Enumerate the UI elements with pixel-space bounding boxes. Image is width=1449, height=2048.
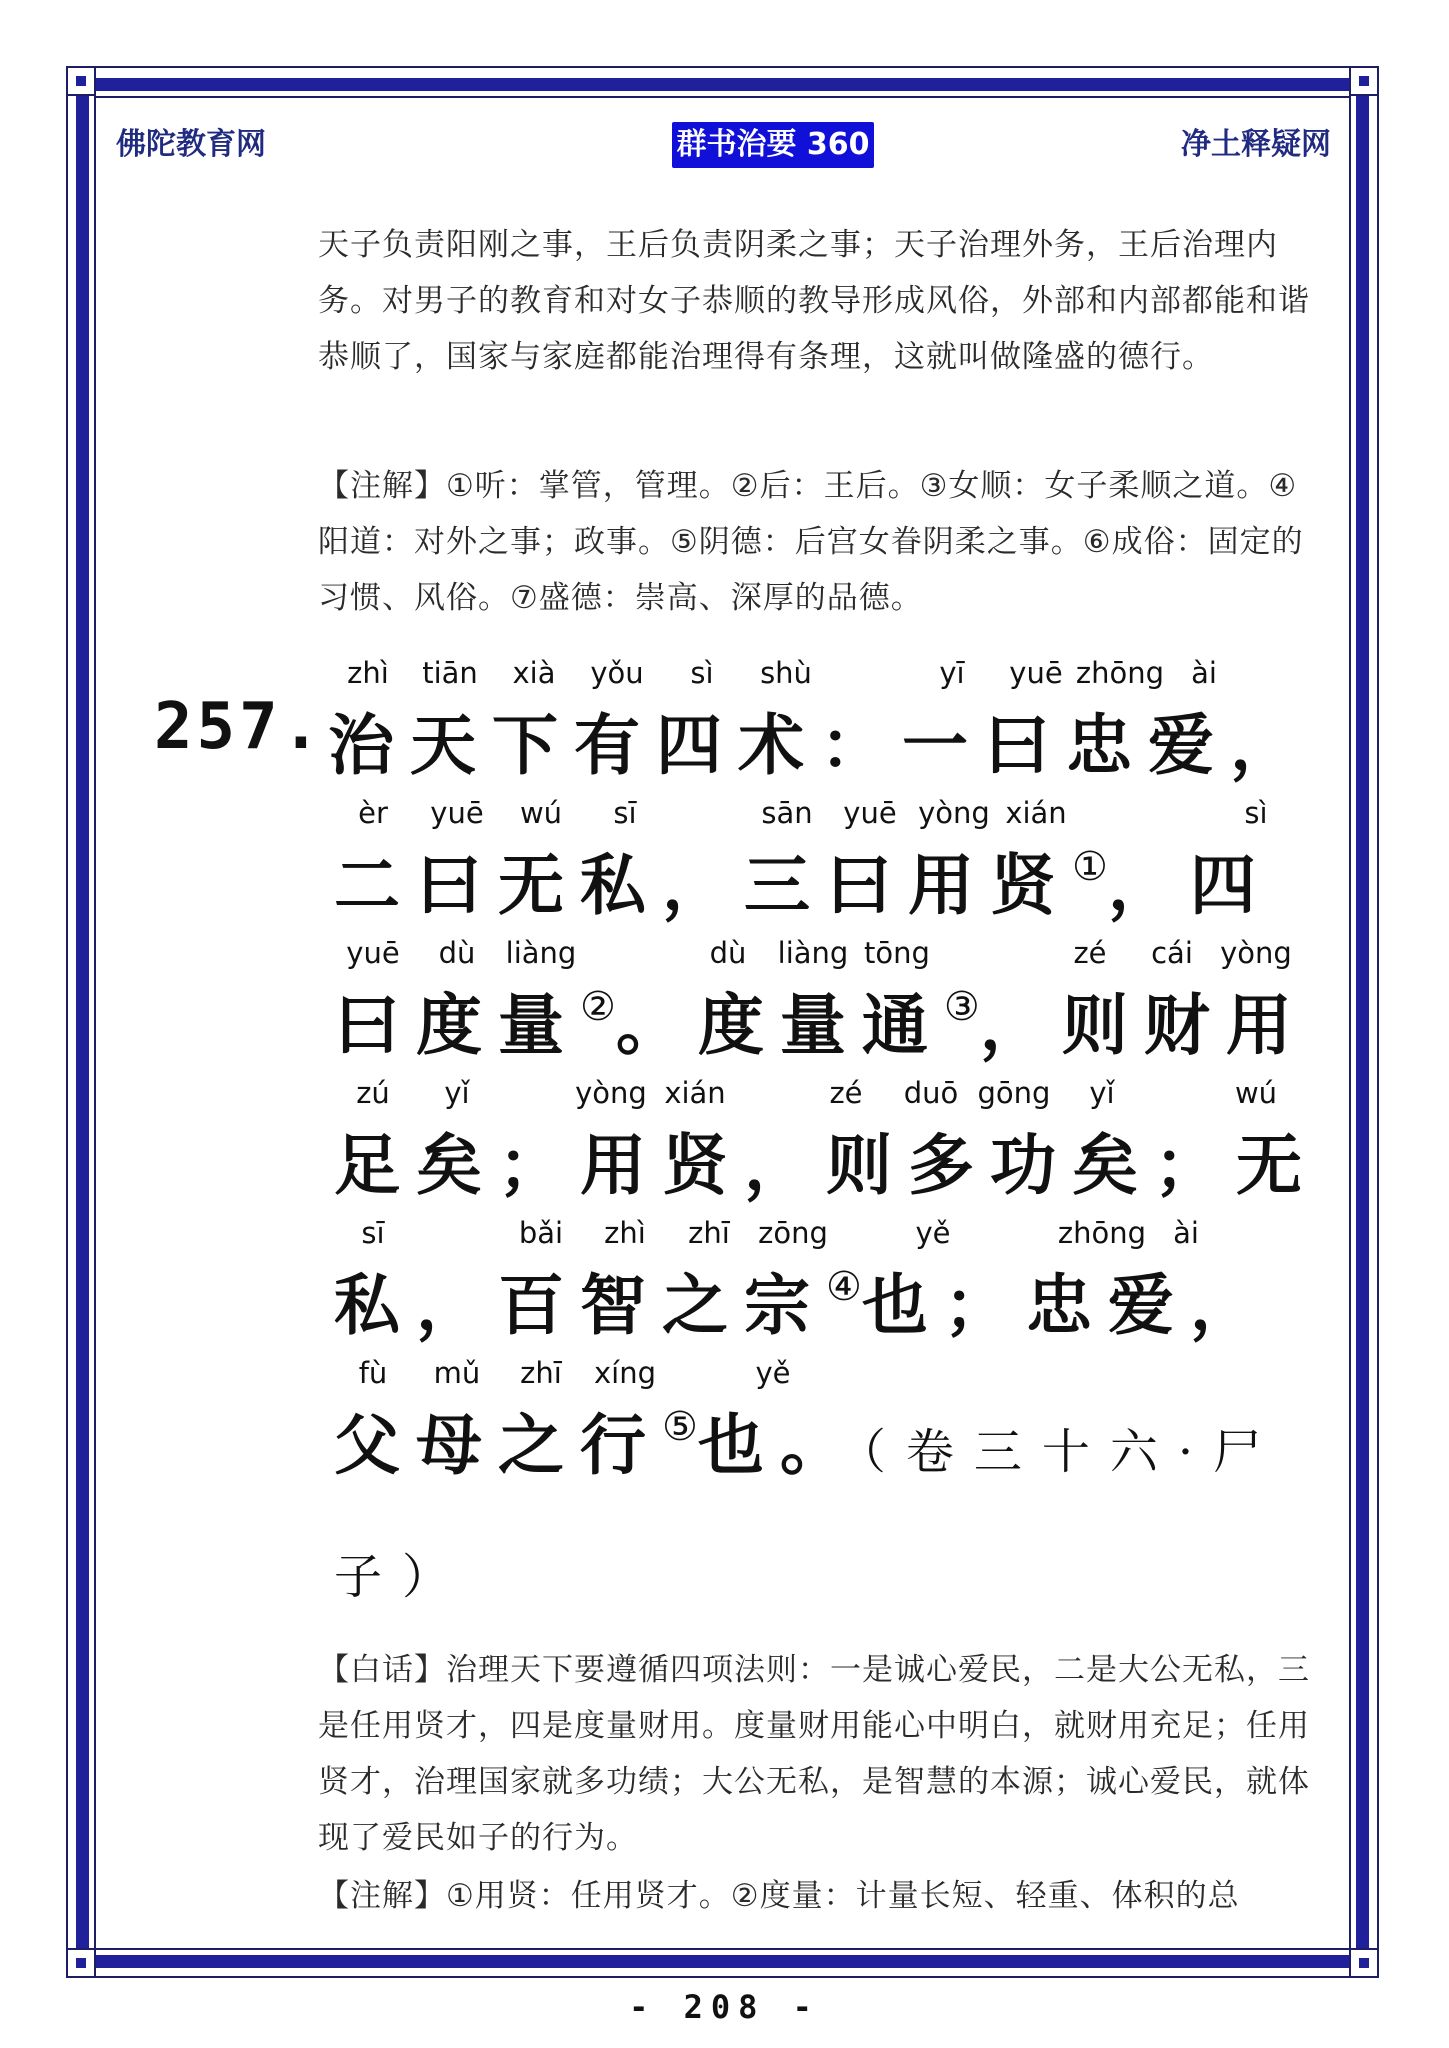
pinyin: xián bbox=[1005, 796, 1067, 830]
pinyin: mǔ bbox=[433, 1356, 481, 1390]
verse-text: 也；忠爱， bbox=[861, 1266, 1272, 1344]
vernacular-paragraph: 【白话】治理天下要遵循四项法则：一是诚心爱民，二是大公无私，三是任用贤才，四是度量财用。度量财用能心中明白，就财用充足；任用贤才，治理国家就多功绩；大公无私，是智慧的本源；诚心爱民，就体现了爱民如子的行为。 bbox=[318, 1652, 1310, 1856]
footnote-marker-1: ① bbox=[1072, 844, 1108, 890]
pinyin: sī bbox=[613, 796, 637, 830]
verse-number: 257. bbox=[154, 690, 325, 764]
pinyin: shù bbox=[760, 656, 812, 690]
pinyin: cái bbox=[1151, 936, 1193, 970]
pinyin: zōng bbox=[758, 1216, 828, 1250]
pinyin: duō bbox=[903, 1076, 959, 1110]
corner-ornament-top-right bbox=[1349, 66, 1379, 96]
pinyin: èr bbox=[358, 796, 388, 830]
pinyin: xíng bbox=[593, 1356, 657, 1390]
pinyin: wú bbox=[519, 796, 563, 830]
pinyin-line-4 bbox=[0, 1076, 1449, 1116]
pinyin: zhōng bbox=[1075, 656, 1165, 690]
pinyin: sì bbox=[1244, 796, 1268, 830]
pinyin: zú bbox=[356, 1076, 390, 1110]
verse-text: 二曰无私，三曰用贤 bbox=[334, 846, 1072, 924]
verse-text: 曰度量 bbox=[334, 986, 580, 1064]
pinyin: xià bbox=[512, 656, 556, 690]
pinyin: ài bbox=[1191, 656, 1217, 690]
pinyin: sān bbox=[761, 796, 813, 830]
verse-line-2 bbox=[334, 832, 1272, 924]
verse-line-1: 治天下有四术：一曰忠爱， bbox=[328, 706, 1312, 784]
pinyin: bǎi bbox=[518, 1216, 564, 1250]
verse-line-3 bbox=[334, 972, 1308, 1064]
pinyin: yī bbox=[939, 656, 965, 690]
pinyin: xián bbox=[664, 1076, 726, 1110]
pinyin: zhì bbox=[347, 656, 389, 690]
footnote-marker-2: ② bbox=[580, 984, 616, 1030]
pinyin: yuē bbox=[346, 936, 400, 970]
verse-text: 私，百智之宗 bbox=[334, 1266, 826, 1344]
header-left-site: 佛陀教育网 bbox=[116, 127, 266, 162]
pinyin: tiān bbox=[422, 656, 478, 690]
pinyin: zé bbox=[1073, 936, 1107, 970]
verse-text: ，则财用 bbox=[979, 986, 1308, 1064]
pinyin: liàng bbox=[777, 936, 849, 970]
annotation-paragraph: 【注解】①听：掌管，管理。②后：王后。③女顺：女子柔顺之道。④阳道：对外之事；政事。⑤阴德：后宫女眷阴柔之事。⑥成俗：固定的习惯、风俗。⑦盛德：崇高、深厚的品德。 bbox=[318, 468, 1304, 616]
annotation-paragraph-2: 【注解】①用贤：任用贤才。②度量：计量长短、轻重、体积的总 bbox=[318, 1878, 1240, 1914]
corner-ornament-bottom-left bbox=[66, 1948, 96, 1978]
pinyin: zhōng bbox=[1057, 1216, 1147, 1250]
pinyin: ài bbox=[1173, 1216, 1199, 1250]
pinyin: fù bbox=[358, 1356, 388, 1390]
pinyin-line-1 bbox=[0, 656, 1449, 696]
verse-line-6 bbox=[334, 1392, 1282, 1484]
verse-source-continued: 子） bbox=[334, 1549, 471, 1605]
pinyin: dù bbox=[438, 936, 476, 970]
pinyin: wú bbox=[1234, 1076, 1278, 1110]
pinyin: yǐ bbox=[444, 1076, 470, 1110]
corner-ornament-bottom-right bbox=[1349, 1948, 1379, 1978]
pinyin: yǐ bbox=[1089, 1076, 1115, 1110]
pinyin: zé bbox=[829, 1076, 863, 1110]
pinyin: dù bbox=[709, 936, 747, 970]
pinyin: yě bbox=[755, 1356, 791, 1390]
page-number: - 208 - bbox=[629, 1988, 820, 2026]
pinyin: zhī bbox=[520, 1356, 562, 1390]
footnote-marker-4: ④ bbox=[826, 1264, 862, 1310]
pinyin: zhī bbox=[688, 1216, 730, 1250]
verse-line-5 bbox=[334, 1252, 1272, 1344]
pinyin: tōng bbox=[864, 936, 930, 970]
pinyin: sī bbox=[361, 1216, 385, 1250]
verse-text: 父母之行 bbox=[334, 1406, 662, 1484]
verse-text: 。度量通 bbox=[615, 986, 944, 1064]
verse-text: ，四 bbox=[1107, 846, 1272, 924]
pinyin: yòng bbox=[1220, 936, 1292, 970]
pinyin: yuē bbox=[843, 796, 897, 830]
verse-text: 也。 bbox=[697, 1406, 862, 1484]
footnote-marker-5: ⑤ bbox=[662, 1404, 698, 1450]
pinyin: sì bbox=[690, 656, 714, 690]
pinyin: liàng bbox=[505, 936, 577, 970]
pinyin: yǒu bbox=[590, 656, 644, 690]
pinyin-line-5 bbox=[0, 1216, 1449, 1256]
pinyin-line-2 bbox=[0, 796, 1449, 836]
verse-source: （卷三十六·尸 bbox=[861, 1424, 1282, 1480]
pinyin: yuē bbox=[1009, 656, 1063, 690]
pinyin: yòng bbox=[575, 1076, 647, 1110]
verse-line-4: 足矣；用贤，则多功矣；无 bbox=[334, 1126, 1318, 1204]
corner-ornament-top-left bbox=[66, 66, 96, 96]
pinyin: yòng bbox=[918, 796, 990, 830]
pinyin-line-3 bbox=[0, 936, 1449, 976]
pinyin: yuē bbox=[430, 796, 484, 830]
translation-paragraph: 天子负责阳刚之事，王后负责阴柔之事；天子治理外务，王后治理内务。对男子的教育和对女子恭顺的教导形成风俗，外部和内部都能和谐恭顺了，国家与家庭都能治理得有条理，这就叫做隆盛的德行。 bbox=[318, 227, 1310, 375]
header-right-site: 净土释疑网 bbox=[1181, 127, 1331, 162]
footnote-marker-3: ③ bbox=[943, 984, 980, 1030]
pinyin: gōng bbox=[977, 1076, 1051, 1110]
pinyin: yě bbox=[915, 1216, 951, 1250]
pinyin: zhì bbox=[604, 1216, 646, 1250]
header-book-title: 群书治要 360 bbox=[672, 122, 874, 168]
pinyin-line-6 bbox=[0, 1356, 1449, 1396]
